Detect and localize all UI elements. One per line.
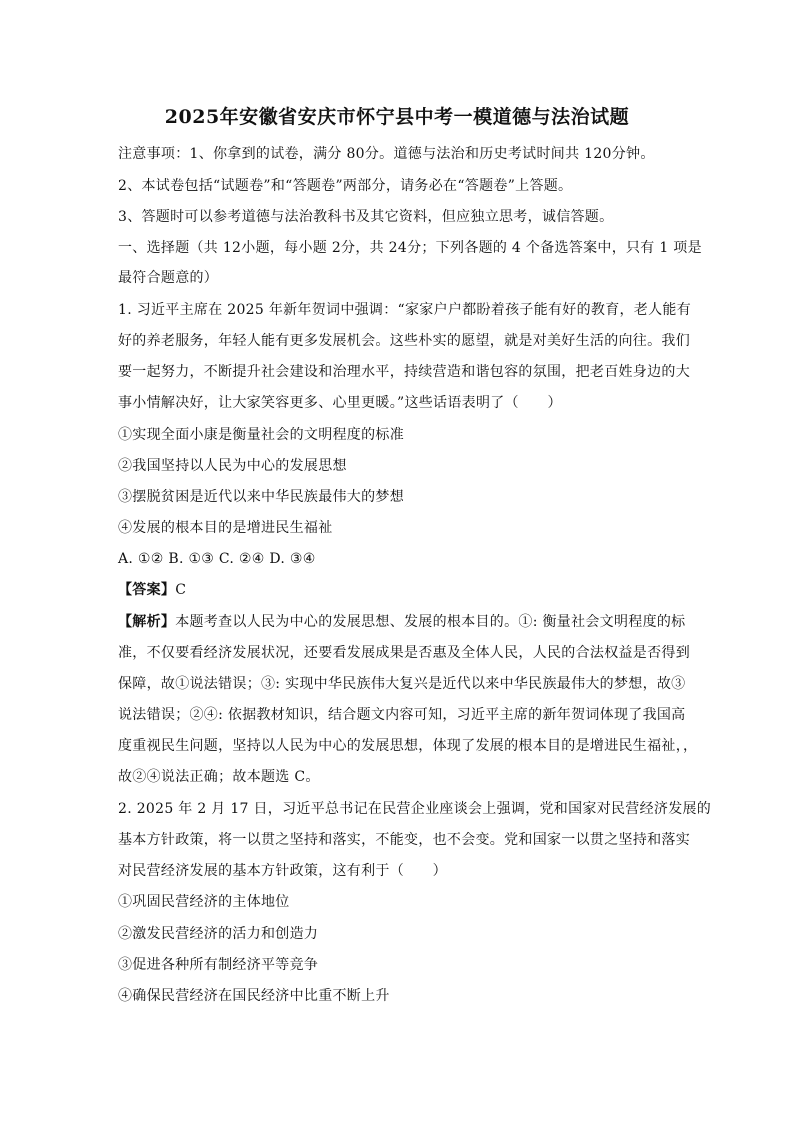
answer-tag: 【答案】 <box>118 582 176 598</box>
q1-choices: A. ①② B. ①③ C. ②④ D. ③④ <box>118 551 316 567</box>
q1-analysis-line: 保障，故①说法错误；③: 实现中华民族伟大复兴是近代以来中华民族最伟大的梦想，故③ <box>118 676 686 692</box>
q1-analysis-line <box>118 612 686 632</box>
q1-option: ③摆脱贫困是近代以来中华民族最伟大的梦想 <box>118 489 404 505</box>
q1-stem-line: 1. 习近平主席在 2025 年新年贺词中强调：“家家户户都盼着孩子能有好的教育，老人能有 <box>118 302 691 318</box>
q2-option: ②激发民营经济的活力和创造力 <box>118 926 319 942</box>
q2-option: ④确保民营经济在国民经济中比重不断上升 <box>118 988 390 1004</box>
q1-answer <box>118 580 683 600</box>
q1-analysis-line: 度重视民生问题，坚持以人民为中心的发展思想，体现了发展的根本目的是增进民生福祉，， <box>118 738 698 754</box>
notice-line-3: 3、答题时可以参考道德与法治教科书及其它资料，但应独立思考，诚信答题。 <box>118 209 614 225</box>
analysis-text: 本题考查以人民为中心的发展思想、发展的根本目的。①: 衡量社会文明程度的标 <box>175 614 686 630</box>
answer-value: C <box>175 582 187 598</box>
section-heading-cont: 最符合题意的） <box>118 270 219 286</box>
section-heading: 一、选择题（共 12小题，每小题 2分，共 24分；下列各题的 4 个备选答案中，只有 1 项是 <box>118 240 702 256</box>
q2-option: ③促进各种所有制经济平等竞争 <box>118 957 319 973</box>
page-title: 2025年安徽省安庆市怀宁县中考一模道德与法治试题 <box>164 106 630 128</box>
q1-analysis-line: 准，不仅要看经济发展状况，还要看发展成果是否惠及全体人民，人民的合法权益是否得到 <box>118 645 690 661</box>
notice-line-2: 2、本试卷包括“试题卷”和“答题卷”两部分，请务必在“答题卷”上答题。 <box>118 178 573 194</box>
q1-stem-line: 要一起努力，不断提升社会建设和治理水平，持续营造和谐包容的氛围，把老百姓身边的大 <box>118 364 690 380</box>
q2-stem-line: 基本方针政策，将一以贯之坚持和落实，不能变，也不会变。党和国家一以贯之坚持和落实 <box>118 832 690 848</box>
q1-analysis-line: 故②④说法正确；故本题选 C。 <box>118 769 320 785</box>
q2-stem-line: 对民营经济发展的基本方针政策，这有利于（ ） <box>118 863 447 879</box>
analysis-tag: 【解析】 <box>118 614 176 630</box>
q1-analysis-line: 说法错误；②④: 依据教材知识，结合题文内容可知，习近平主席的新年贺词体现了我国高 <box>118 707 686 723</box>
q1-stem-line: 事小情解决好，让大家笑容更多、心里更暖。”这些话语表明了（ ） <box>118 395 562 411</box>
q2-option: ①巩固民营经济的主体地位 <box>118 894 290 910</box>
q1-option: ①实现全面小康是衡量社会的文明程度的标准 <box>118 427 404 443</box>
q2-stem-line: 2. 2025 年 2 月 17 日，习近平总书记在民营企业座谈会上强调，党和国家对民营经济发展的 <box>118 801 712 817</box>
q1-option: ④发展的根本目的是增进民生福祉 <box>118 520 333 536</box>
q1-stem-line: 好的养老服务，年轻人能有更多发展机会。这些朴实的愿望，就是对美好生活的向往。我们 <box>118 333 690 349</box>
notice-line-1: 注意事项：1、你拿到的试卷，满分 80分。道德与法治和历史考试时间共 120分钟。 <box>118 146 655 162</box>
q1-option: ②我国坚持以人民为中心的发展思想 <box>118 458 347 474</box>
